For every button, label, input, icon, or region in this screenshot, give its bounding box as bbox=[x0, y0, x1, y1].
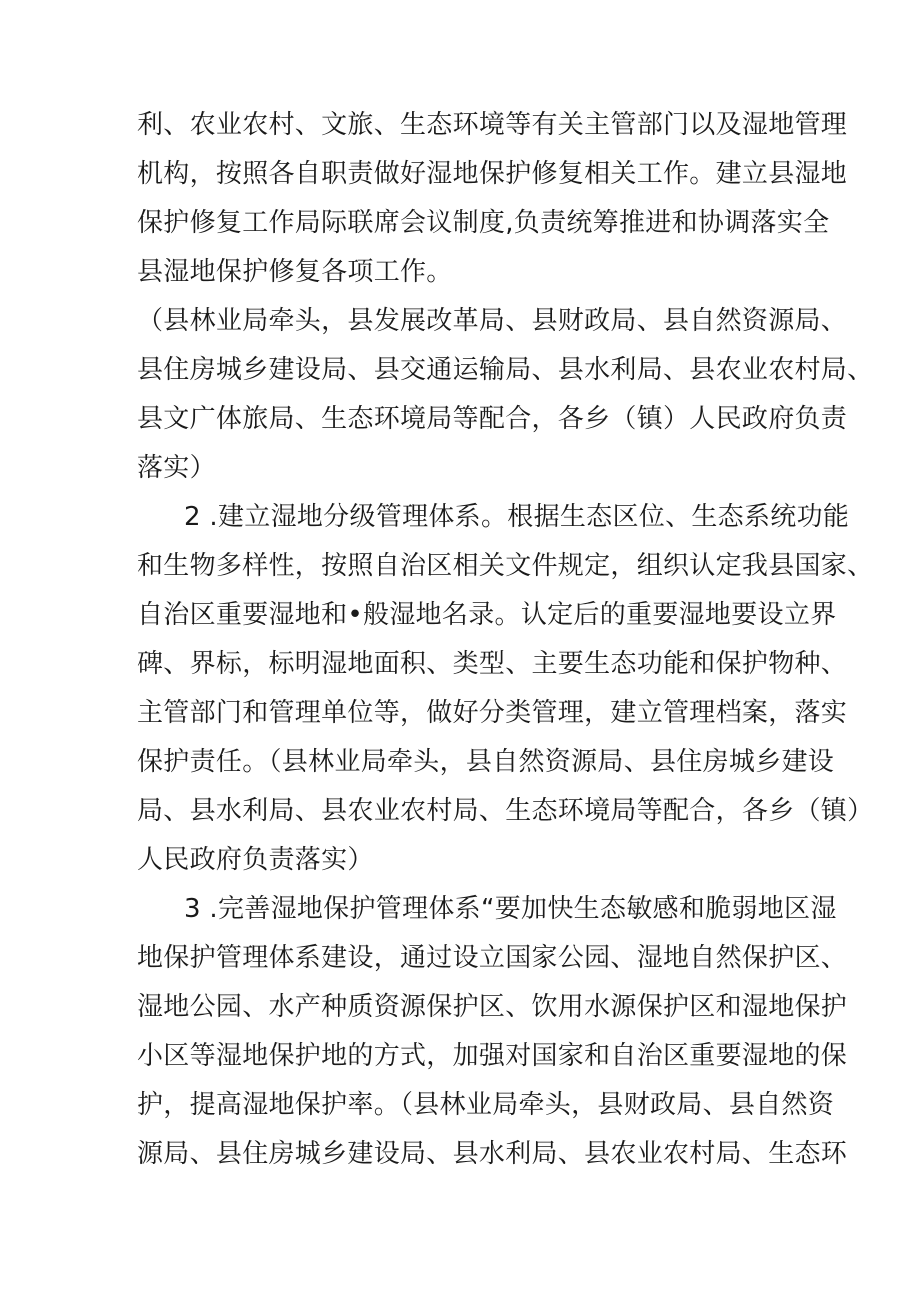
text-line: 落实） bbox=[137, 453, 216, 483]
text-line: 利、农业农村、文旅、生态环境等有关主管部门以及湿地管理 bbox=[137, 110, 848, 140]
text-line: 3 .完善湿地保护管理体系“要加快生态敏感和脆弱地区湿 bbox=[184, 894, 837, 924]
text-line: 人民政府负责落实） bbox=[137, 845, 374, 875]
text-line: 局、县水利局、县农业农村局、生态环境局等配合，各乡（镇） bbox=[137, 796, 874, 826]
text-line: 湿地公园、水产种质资源保护区、饮用水源保护区和湿地保护 bbox=[137, 992, 848, 1022]
text-line: 护，提高湿地保护率。（县林业局牵头，县财政局、县自然资 bbox=[137, 1090, 835, 1120]
text-line: 主管部门和管理单位等，做好分类管理，建立管理档案，落实 bbox=[137, 698, 848, 728]
text-line: 自治区重要湿地和•般湿地名录。认定后的重要湿地要设立界 bbox=[137, 600, 837, 630]
text-line: 县湿地保护修复各项工作。 bbox=[137, 257, 453, 287]
text-line: 机构，按照各自职责做好湿地保护修复相关工作。建立县湿地 bbox=[137, 159, 848, 189]
text-line: 保护责任。（县林业局牵头，县自然资源局、县住房城乡建设 bbox=[137, 747, 835, 777]
text-line: 保护修复工作局际联席会议制度,负责统筹推进和协调落实全 bbox=[137, 208, 830, 238]
text-line: 县住房城乡建设局、县交通运输局、县水利局、县农业农村局、 bbox=[137, 355, 874, 385]
text-line: （县林业局牵头，县发展改革局、县财政局、县自然资源局、 bbox=[137, 306, 848, 336]
text-line: 县文广体旅局、生态环境局等配合，各乡（镇）人民政府负责 bbox=[137, 404, 848, 434]
text-line: 源局、县住房城乡建设局、县水利局、县农业农村局、生态环 bbox=[137, 1139, 848, 1169]
text-line: 2 .建立湿地分级管理体系。根据生态区位、生态系统功能 bbox=[184, 502, 850, 532]
text-line: 小区等湿地保护地的方式，加强对国家和自治区重要湿地的保 bbox=[137, 1041, 848, 1071]
text-line: 碑、界标，标明湿地面积、类型、主要生态功能和保护物种、 bbox=[137, 649, 848, 679]
text-line: 和生物多样性，按照自治区相关文件规定，组织认定我县国家、 bbox=[137, 551, 874, 581]
text-line: 地保护管理体系建设，通过设立国家公园、湿地自然保护区、 bbox=[137, 943, 848, 973]
